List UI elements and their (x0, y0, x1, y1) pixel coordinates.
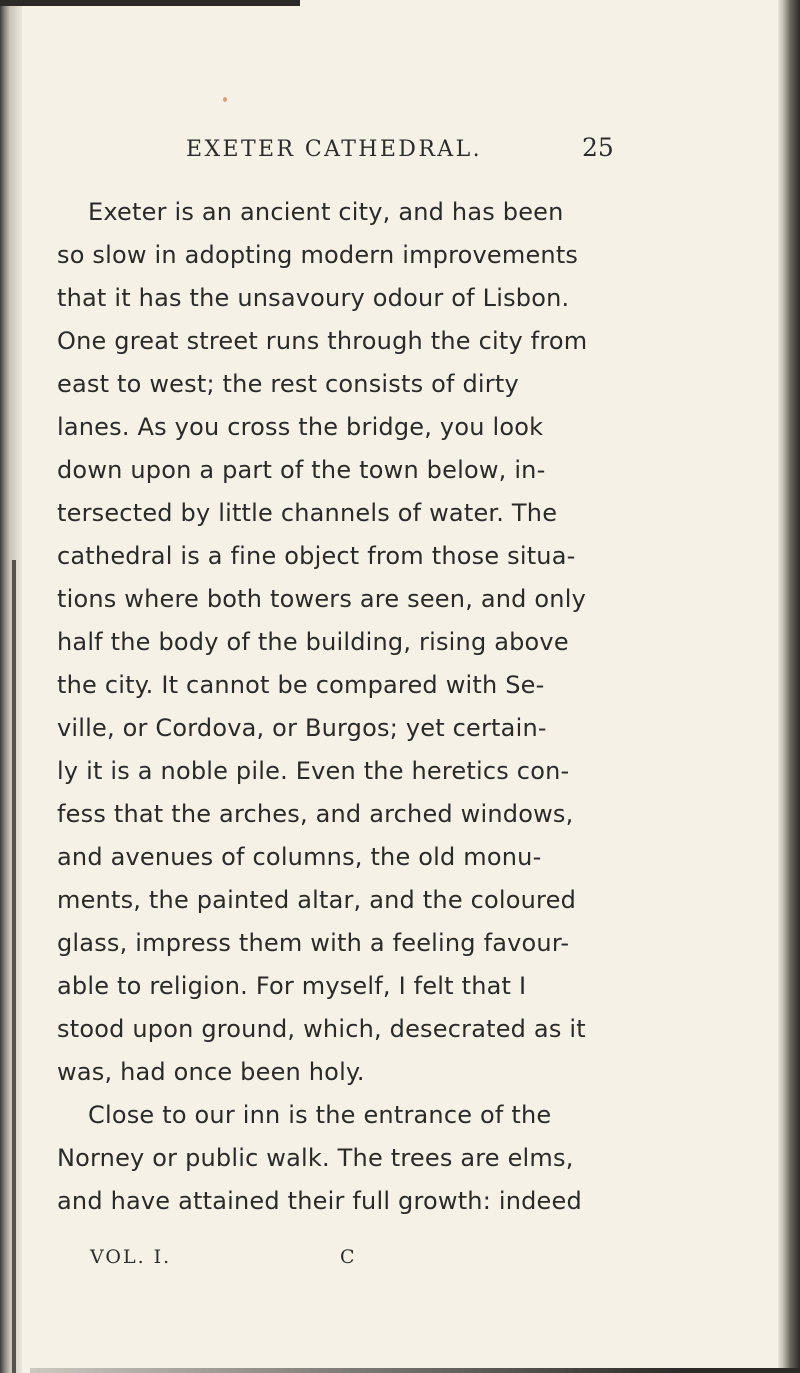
text-line: east to west; the rest consists of dirty (57, 370, 519, 398)
binding-gutter (0, 0, 22, 1373)
binding-shadow-line (12, 560, 16, 1373)
text-line: down upon a part of the town below, in- (57, 456, 546, 484)
text-line: stood upon ground, which, desecrated as it (57, 1015, 586, 1043)
page-number: 25 (582, 133, 614, 162)
text-line: half the body of the building, rising above (57, 628, 569, 656)
text-line: glass, impress them with a feeling favour- (57, 929, 570, 957)
text-line: so slow in adopting modern improvements (57, 241, 579, 269)
text-line: Exeter is an ancient city, and has been (88, 198, 564, 226)
text-line: ments, the painted altar, and the coloured (57, 886, 576, 914)
text-line: that it has the unsavoury odour of Lisbon. (57, 284, 570, 312)
paper-speck (223, 97, 227, 102)
text-line: tersected by little channels of water. The (57, 499, 558, 527)
text-line: ville, or Cordova, or Burgos; yet certain- (57, 714, 547, 742)
text-line: fess that the arches, and arched windows, (57, 800, 574, 828)
text-line: Norney or public walk. The trees are elms, (57, 1144, 574, 1172)
text-line: Close to our inn is the entrance of the (88, 1101, 552, 1129)
text-line: was, had once been holy. (57, 1058, 365, 1086)
page-edge-right (778, 0, 800, 1373)
volume-signature: VOL. I. (90, 1246, 172, 1268)
text-line: able to religion. For myself, I felt that I (57, 972, 527, 1000)
text-line: tions where both towers are seen, and only (57, 585, 586, 613)
text-line: ly it is a noble pile. Even the heretics con- (57, 757, 570, 785)
text-line: cathedral is a fine object from those situa- (57, 542, 576, 570)
text-line: lanes. As you cross the bridge, you look (57, 413, 544, 441)
text-line: and avenues of columns, the old monu- (57, 843, 542, 871)
text-line: the city. It cannot be compared with Se- (57, 671, 545, 699)
text-line: One great street runs through the city from (57, 327, 588, 355)
running-title: EXETER CATHEDRAL. (186, 137, 483, 162)
page-edge-bottom (30, 1368, 800, 1373)
signature-mark: C (340, 1246, 355, 1268)
page-edge-top (0, 0, 300, 6)
text-line: and have attained their full growth: indeed (57, 1187, 582, 1215)
